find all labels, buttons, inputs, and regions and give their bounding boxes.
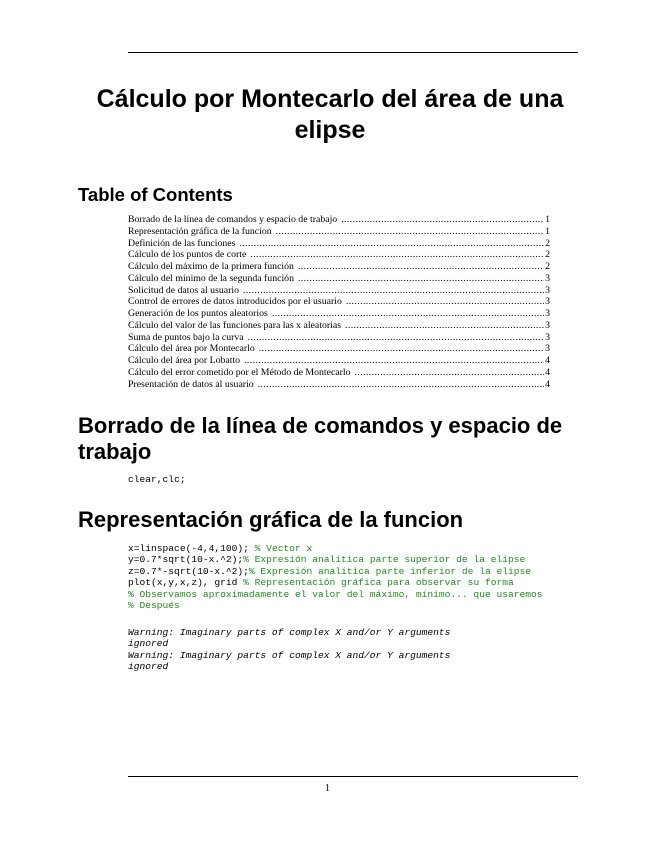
toc-entry[interactable] xyxy=(128,332,550,344)
toc-entry[interactable] xyxy=(128,296,550,308)
code-comment: % Observamos aproximadamente el valor del máximo, mínimo... que usaremos xyxy=(128,588,543,600)
toc-leader xyxy=(244,355,544,367)
toc-leader xyxy=(298,273,544,285)
toc-entry[interactable] xyxy=(128,367,550,379)
output-line: ignored xyxy=(128,661,169,673)
toc-entry-page: 2 xyxy=(545,261,550,272)
toc-leader xyxy=(258,379,544,391)
toc-entry-page: 1 xyxy=(545,214,550,225)
toc-entry-page: 3 xyxy=(545,284,550,296)
toc-entry[interactable] xyxy=(128,214,550,226)
toc-entry-label[interactable]: Cálculo del mínimo de la segunda función xyxy=(128,272,294,284)
toc-entry[interactable] xyxy=(128,343,550,355)
code-line: clear,clc; xyxy=(128,474,186,485)
toc-entry-label[interactable]: Cálculo del área por Montecarlo xyxy=(128,343,255,355)
command-output xyxy=(128,627,450,673)
toc-leader xyxy=(298,261,544,273)
toc-leader xyxy=(276,226,544,238)
toc-entry-label[interactable]: Control de errores de datos introducidos por el usuario xyxy=(128,296,342,308)
toc-entry[interactable] xyxy=(128,320,550,332)
code-block xyxy=(128,543,543,611)
code-comment: % Después xyxy=(128,600,180,612)
toc-leader xyxy=(259,343,544,355)
code-comment: % Representación gráfica para observar su forma xyxy=(243,577,514,589)
output-line: Warning: Imaginary parts of complex X and/or Y arguments xyxy=(128,627,451,638)
toc-entry[interactable] xyxy=(128,261,550,273)
toc-entry[interactable] xyxy=(128,238,550,250)
toc-entry-page: 3 xyxy=(545,296,550,308)
code-block xyxy=(128,474,186,485)
output-line: ignored xyxy=(128,638,169,650)
output-line: Warning: Imaginary parts of complex X and/or Y arguments xyxy=(128,649,451,661)
toc-leader xyxy=(248,332,544,344)
table-of-contents xyxy=(128,214,550,390)
toc-entry-page: 3 xyxy=(545,331,550,343)
toc-leader xyxy=(346,296,544,308)
toc-entry-label[interactable]: Definición de las funciones xyxy=(128,237,236,249)
toc-entry-label[interactable]: Solicitud de datos al usuario xyxy=(128,284,240,296)
code-line: plot(x,y,x,z), grid xyxy=(128,577,244,589)
toc-entry-page: 3 xyxy=(545,308,550,319)
toc-leader xyxy=(272,308,544,320)
toc-entry[interactable] xyxy=(128,379,550,391)
document-title: Cálculo por Montecarlo del área de una elipse xyxy=(96,85,564,144)
toc-leader xyxy=(239,238,544,250)
toc-entry-label[interactable]: Borrado de la línea de comandos y espacio de trabajo xyxy=(128,214,338,225)
toc-entry-page: 3 xyxy=(545,272,550,284)
toc-entry-page: 4 xyxy=(545,366,550,378)
toc-entry-label[interactable]: Cálculo de los puntos de corte xyxy=(128,249,247,261)
toc-leader xyxy=(355,367,545,379)
toc-entry-page: 2 xyxy=(545,249,550,261)
code-line: x=linspace(-4,4,100); xyxy=(128,543,255,554)
toc-entry[interactable] xyxy=(128,249,550,261)
toc-leader xyxy=(250,249,544,261)
code-comment: % Expresión analítica parte superior de la elipse xyxy=(243,554,526,566)
toc-entry-label[interactable]: Cálculo del máximo de la primera función xyxy=(128,261,294,272)
toc-entry-page: 3 xyxy=(545,319,550,331)
toc-entry-label[interactable]: Representación gráfica de la funcion xyxy=(128,225,272,237)
toc-entry[interactable] xyxy=(128,273,550,285)
toc-leader xyxy=(243,285,544,297)
top-rule xyxy=(128,52,578,53)
toc-entry-page: 1 xyxy=(545,225,550,237)
code-line: z=0.7*-sqrt(10-x.^2); xyxy=(128,565,249,577)
code-line: y=0.7*sqrt(10-x.^2); xyxy=(128,554,244,566)
bottom-rule xyxy=(128,776,578,777)
toc-heading: Table of Contents xyxy=(78,184,233,205)
toc-entry[interactable] xyxy=(128,355,550,367)
section-heading: Borrado de la línea de comandos y espacio de trabajo xyxy=(78,413,563,464)
toc-leader xyxy=(345,320,544,332)
section-heading: Representación gráfica de la funcion xyxy=(78,507,464,532)
page-number: 1 xyxy=(324,783,331,794)
toc-entry-page: 2 xyxy=(545,237,550,249)
toc-entry-label[interactable]: Cálculo del error cometido por el Método de Montecarlo xyxy=(128,366,351,378)
toc-entry-page: 4 xyxy=(545,378,550,390)
toc-entry-page: 3 xyxy=(545,343,550,355)
toc-entry-label[interactable]: Cálculo del valor de las funciones para las x aleatorias xyxy=(128,319,342,331)
toc-entry-label[interactable]: Presentación de datos al usuario xyxy=(128,378,254,390)
toc-entry[interactable] xyxy=(128,285,550,297)
code-comment: % Vector x xyxy=(254,543,313,554)
toc-entry[interactable] xyxy=(128,226,550,238)
toc-entry-label[interactable]: Generación de los puntos aleatorios xyxy=(128,308,268,319)
toc-entry[interactable] xyxy=(128,308,550,320)
toc-leader xyxy=(341,214,544,226)
toc-entry-page: 4 xyxy=(545,355,550,366)
code-comment: % Expresión analítica parte inferior de la elipse xyxy=(248,565,532,577)
toc-entry-label[interactable]: Suma de puntos bajo la curva xyxy=(128,331,244,343)
toc-entry-label[interactable]: Cálculo del área por Lobatto xyxy=(128,355,241,366)
